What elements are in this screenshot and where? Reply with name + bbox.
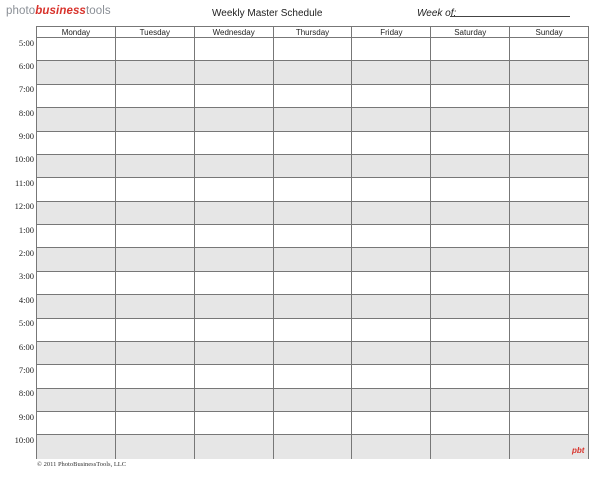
schedule-cell[interactable] [37, 342, 116, 364]
schedule-cell[interactable] [195, 295, 274, 317]
schedule-row [37, 178, 588, 201]
schedule-cell[interactable] [431, 178, 510, 200]
day-header-saturday: Saturday [431, 27, 510, 37]
schedule-cell[interactable] [510, 202, 588, 224]
schedule-cell[interactable] [274, 155, 353, 177]
schedule-cell[interactable] [352, 108, 431, 130]
schedule-cell[interactable] [195, 248, 274, 270]
schedule-cell[interactable] [431, 38, 510, 60]
schedule-cell[interactable] [352, 155, 431, 177]
schedule-row [37, 85, 588, 108]
schedule-cell[interactable] [510, 108, 588, 130]
schedule-cell[interactable] [37, 225, 116, 247]
schedule-cell[interactable] [431, 295, 510, 317]
schedule-cell[interactable] [274, 389, 353, 411]
schedule-cell[interactable] [431, 342, 510, 364]
schedule-cell[interactable] [274, 132, 353, 154]
schedule-cell[interactable] [195, 272, 274, 294]
schedule-cell[interactable] [274, 202, 353, 224]
schedule-cell[interactable] [274, 225, 353, 247]
schedule-row [37, 225, 588, 248]
schedule-cell[interactable] [431, 412, 510, 434]
schedule-cell[interactable] [510, 248, 588, 270]
schedule-cell[interactable] [116, 132, 195, 154]
schedule-cell[interactable] [274, 412, 353, 434]
schedule-grid [36, 26, 589, 459]
schedule-cell[interactable] [37, 389, 116, 411]
schedule-cell[interactable] [195, 225, 274, 247]
schedule-cell[interactable] [116, 295, 195, 317]
schedule-cell[interactable] [116, 108, 195, 130]
schedule-cell[interactable] [37, 435, 116, 458]
schedule-cell[interactable] [510, 365, 588, 387]
schedule-cell[interactable] [352, 38, 431, 60]
time-label: 9:00 [18, 131, 34, 142]
day-header-sunday: Sunday [535, 28, 563, 37]
schedule-cell[interactable] [116, 178, 195, 200]
schedule-cell[interactable] [37, 108, 116, 130]
schedule-cell[interactable] [352, 295, 431, 317]
time-label: 5:00 [18, 37, 34, 48]
week-of-label: Week of: [417, 8, 457, 19]
schedule-cell[interactable] [510, 389, 588, 411]
time-label: 5:00 [18, 318, 34, 329]
schedule-cell[interactable] [116, 85, 195, 107]
schedule-cell[interactable] [274, 365, 353, 387]
schedule-cell[interactable] [116, 365, 195, 387]
schedule-cell[interactable] [37, 132, 116, 154]
schedule-cell[interactable] [37, 295, 116, 317]
time-label: 10:00 [14, 154, 34, 165]
schedule-cell[interactable] [274, 248, 353, 270]
schedule-cell[interactable] [352, 61, 431, 83]
schedule-row [37, 319, 588, 342]
schedule-cell[interactable] [195, 412, 274, 434]
schedule-cell[interactable] [431, 155, 510, 177]
schedule-cell[interactable] [274, 319, 353, 341]
schedule-cell[interactable] [510, 178, 588, 200]
schedule-cell[interactable] [352, 225, 431, 247]
schedule-row [37, 155, 588, 178]
schedule-cell[interactable] [510, 85, 588, 107]
schedule-row [37, 435, 588, 458]
schedule-cell[interactable] [195, 132, 274, 154]
schedule-row [37, 365, 588, 388]
schedule-row [37, 342, 588, 365]
logo-part-photo: photo [6, 5, 36, 17]
schedule-cell[interactable] [431, 389, 510, 411]
day-header-tuesday: Tuesday [116, 27, 195, 37]
schedule-cell[interactable] [352, 202, 431, 224]
schedule-cell[interactable] [510, 342, 588, 364]
schedule-cell[interactable] [274, 435, 353, 458]
schedule-cell[interactable] [37, 61, 116, 83]
schedule-cell[interactable] [116, 412, 195, 434]
schedule-cell[interactable] [352, 85, 431, 107]
time-label: 6:00 [18, 60, 34, 71]
schedule-cell[interactable] [37, 319, 116, 341]
schedule-row [37, 61, 588, 84]
schedule-cell[interactable] [274, 61, 353, 83]
schedule-cell[interactable] [195, 85, 274, 107]
schedule-cell[interactable] [352, 319, 431, 341]
schedule-cell[interactable] [37, 38, 116, 60]
schedule-cell[interactable] [510, 225, 588, 247]
schedule-cell[interactable] [195, 178, 274, 200]
day-header-monday: Monday [37, 27, 116, 37]
schedule-cell[interactable] [510, 38, 588, 60]
schedule-cell[interactable] [195, 319, 274, 341]
schedule-cell[interactable] [431, 85, 510, 107]
schedule-cell[interactable] [37, 202, 116, 224]
schedule-cell[interactable] [274, 295, 353, 317]
schedule-cell[interactable] [431, 435, 510, 458]
schedule-cell[interactable] [352, 248, 431, 270]
schedule-cell[interactable] [195, 389, 274, 411]
schedule-cell[interactable] [116, 319, 195, 341]
time-label: 2:00 [18, 248, 34, 258]
schedule-cell[interactable] [274, 85, 353, 107]
schedule-cell[interactable] [37, 272, 116, 294]
time-label: 12:00 [14, 201, 34, 212]
schedule-rows [37, 38, 588, 459]
schedule-cell[interactable] [195, 108, 274, 130]
schedule-cell[interactable] [431, 319, 510, 341]
schedule-cell[interactable] [510, 155, 588, 177]
schedule-row [37, 295, 588, 318]
schedule-cell[interactable] [431, 365, 510, 387]
schedule-cell[interactable] [431, 61, 510, 83]
schedule-cell[interactable] [352, 389, 431, 411]
schedule-cell[interactable] [431, 108, 510, 130]
schedule-cell[interactable] [116, 272, 195, 294]
schedule-cell[interactable] [195, 342, 274, 364]
schedule-cell[interactable] [195, 155, 274, 177]
brand-logo [6, 5, 111, 17]
schedule-row [37, 248, 588, 271]
schedule-cell[interactable] [352, 412, 431, 434]
day-header-wednesday: Wednesday [195, 27, 274, 37]
schedule-cell[interactable] [116, 225, 195, 247]
time-label: 11:00 [14, 177, 34, 188]
schedule-cell[interactable] [116, 435, 195, 458]
schedule-cell[interactable] [274, 38, 353, 60]
week-of-input-line[interactable] [450, 16, 570, 17]
time-label: 4:00 [18, 294, 34, 305]
schedule-cell[interactable] [37, 248, 116, 270]
schedule-row [37, 202, 588, 225]
schedule-cell[interactable] [195, 435, 274, 458]
day-header-friday: Friday [352, 27, 431, 37]
schedule-cell[interactable] [510, 132, 588, 154]
day-header-thursday: Thursday [274, 27, 353, 37]
schedule-cell[interactable] [274, 108, 353, 130]
schedule-cell[interactable] [116, 155, 195, 177]
schedule-row [37, 389, 588, 412]
schedule-row [37, 272, 588, 295]
time-label: 6:00 [18, 341, 34, 352]
schedule-cell[interactable] [510, 272, 588, 294]
logo-part-tools: tools [85, 5, 111, 17]
schedule-cell[interactable] [274, 272, 353, 294]
schedule-cell[interactable] [37, 365, 116, 387]
pbt-mark: pbt [572, 446, 585, 455]
schedule-cell[interactable] [352, 365, 431, 387]
copyright-text: © 2011 PhotoBusinessTools, LLC [37, 461, 127, 468]
schedule-cell[interactable] [274, 342, 353, 364]
time-label: 1:00 [18, 224, 34, 235]
time-label: 10:00 [14, 435, 34, 446]
schedule-cell[interactable] [116, 248, 195, 270]
schedule-cell[interactable] [195, 365, 274, 387]
schedule-cell[interactable] [352, 272, 431, 294]
schedule-cell[interactable] [431, 248, 510, 270]
schedule-cell[interactable] [37, 85, 116, 107]
schedule-cell[interactable] [352, 435, 431, 458]
time-label: 7:00 [18, 364, 34, 375]
schedule-row [37, 412, 588, 435]
schedule-cell[interactable] [431, 272, 510, 294]
schedule-cell[interactable] [116, 342, 195, 364]
time-label: 8:00 [18, 388, 34, 399]
page-title: Weekly Master Schedule [212, 8, 323, 19]
schedule-cell[interactable] [195, 61, 274, 83]
schedule-cell[interactable] [352, 132, 431, 154]
schedule-cell[interactable] [116, 389, 195, 411]
schedule-cell[interactable] [431, 132, 510, 154]
schedule-cell[interactable] [37, 155, 116, 177]
time-label: 8:00 [18, 107, 34, 118]
time-label: 9:00 [18, 411, 34, 422]
time-label: 7:00 [18, 84, 34, 95]
schedule-row [37, 108, 588, 131]
schedule-cell[interactable] [116, 202, 195, 224]
schedule-cell[interactable] [510, 295, 588, 317]
schedule-cell[interactable] [352, 178, 431, 200]
schedule-cell[interactable] [352, 342, 431, 364]
schedule-cell[interactable] [37, 178, 116, 200]
schedule-cell[interactable] [510, 61, 588, 83]
schedule-cell[interactable] [510, 319, 588, 341]
schedule-cell[interactable] [195, 38, 274, 60]
schedule-cell[interactable] [431, 225, 510, 247]
schedule-cell[interactable] [195, 202, 274, 224]
logo-part-business: business [35, 5, 86, 17]
schedule-row [37, 38, 588, 61]
schedule-cell[interactable] [431, 202, 510, 224]
schedule-row [37, 132, 588, 155]
schedule-cell[interactable] [116, 38, 195, 60]
day-header-row [37, 27, 588, 38]
time-label: 3:00 [18, 271, 34, 282]
schedule-cell[interactable] [116, 61, 195, 83]
schedule-cell[interactable] [510, 412, 588, 434]
schedule-cell[interactable] [274, 178, 353, 200]
schedule-cell[interactable] [37, 412, 116, 434]
